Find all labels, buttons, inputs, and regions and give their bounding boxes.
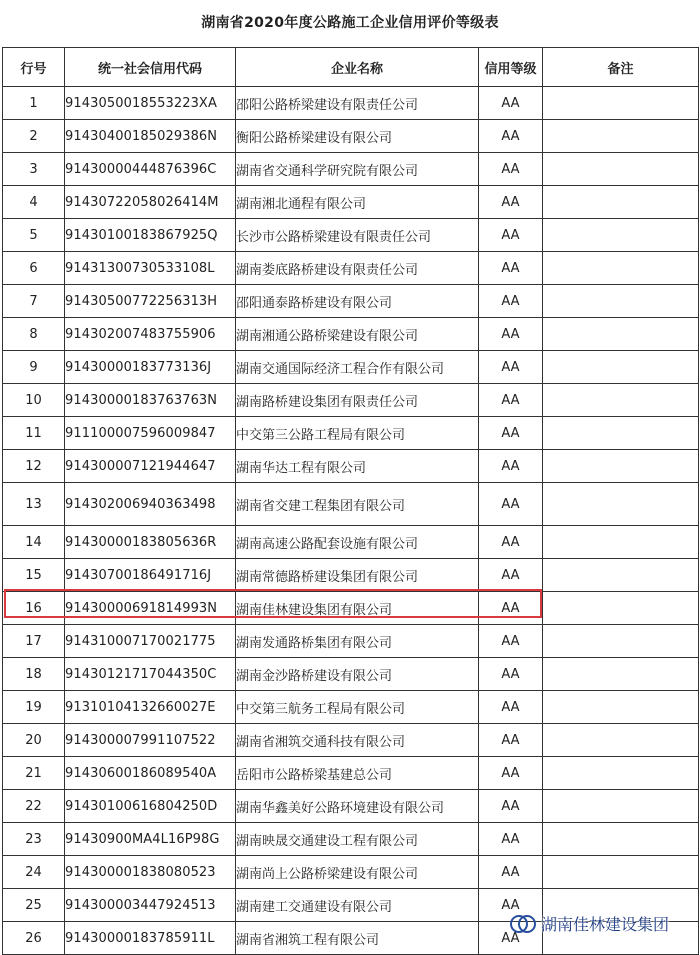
credit-code-cell: 914300003447924513: [65, 889, 236, 922]
page-title: 湖南省2020年度公路施工企业信用评价等级表: [201, 15, 499, 31]
remarks-cell: [543, 450, 699, 483]
row-number-cell: 9: [3, 351, 65, 384]
row-number-cell: 5: [3, 219, 65, 252]
table-row: [3, 417, 699, 450]
credit-code-cell: 91430500772256313H: [65, 285, 236, 318]
table-row: [3, 87, 699, 120]
company-name-cell: 湖南佳林建设集团有限公司: [236, 592, 479, 625]
credit-grade-cell: AA: [479, 285, 543, 318]
remarks-cell: [543, 219, 699, 252]
credit-code-cell: 9143050018553223XA: [65, 87, 236, 120]
row-number-cell: 22: [3, 790, 65, 823]
credit-code-cell: 91430100616804250D: [65, 790, 236, 823]
remarks-cell: [543, 691, 699, 724]
remarks-cell: [543, 153, 699, 186]
table-row: [3, 153, 699, 186]
remarks-cell: [543, 384, 699, 417]
remarks-cell: [543, 790, 699, 823]
credit-code-cell: 914300007121944647: [65, 450, 236, 483]
company-name-cell: 湖南高速公路配套设施有限公司: [236, 526, 479, 559]
remarks-cell: [543, 351, 699, 384]
company-name-cell: 湖南金沙路桥建设有限公司: [236, 658, 479, 691]
credit-grade-cell: AA: [479, 318, 543, 351]
header-credit-code: 统一社会信用代码: [65, 48, 236, 87]
remarks-cell: [543, 757, 699, 790]
company-name-cell: 岳阳市公路桥梁基建总公司: [236, 757, 479, 790]
credit-grade-cell: AA: [479, 856, 543, 889]
credit-code-cell: 914310007170021775: [65, 625, 236, 658]
row-number-cell: 7: [3, 285, 65, 318]
remarks-cell: [543, 526, 699, 559]
table-row: [3, 592, 699, 625]
credit-code-cell: 914302007483755906: [65, 318, 236, 351]
row-number-cell: 19: [3, 691, 65, 724]
credit-code-cell: 91430722058026414M: [65, 186, 236, 219]
row-number-cell: 16: [3, 592, 65, 625]
header-row-number: 行号: [3, 48, 65, 87]
credit-code-cell: 91430900MA4L16P98G: [65, 823, 236, 856]
credit-code-cell: 914300001838080523: [65, 856, 236, 889]
company-name-cell: 湖南华达工程有限公司: [236, 450, 479, 483]
credit-code-cell: 91430000691814993N: [65, 592, 236, 625]
row-number-cell: 14: [3, 526, 65, 559]
company-name-cell: 湖南交通国际经济工程合作有限公司: [236, 351, 479, 384]
remarks-cell: [543, 856, 699, 889]
company-name-cell: 湖南省湘筑交通科技有限公司: [236, 724, 479, 757]
table-row: [3, 285, 699, 318]
header-remarks: 备注: [543, 48, 699, 87]
row-number-cell: 25: [3, 889, 65, 922]
table-row: [3, 691, 699, 724]
company-name-cell: 邵阳公路桥梁建设有限责任公司: [236, 87, 479, 120]
credit-grade-cell: AA: [479, 153, 543, 186]
row-number-cell: 10: [3, 384, 65, 417]
table-row: [3, 450, 699, 483]
credit-code-cell: 91430000444876396C: [65, 153, 236, 186]
table-row: [3, 219, 699, 252]
company-name-cell: 衡阳公路桥梁建设有限公司: [236, 120, 479, 153]
header-credit-grade: 信用等级: [479, 48, 543, 87]
table-row: [3, 252, 699, 285]
remarks-cell: [543, 120, 699, 153]
credit-code-cell: 911100007596009847: [65, 417, 236, 450]
company-name-cell: 湖南常德路桥建设集团有限公司: [236, 559, 479, 592]
row-number-cell: 6: [3, 252, 65, 285]
credit-rating-table: [2, 47, 699, 955]
credit-code-cell: 91430700186491716J: [65, 559, 236, 592]
table-row: [3, 526, 699, 559]
row-number-cell: 3: [3, 153, 65, 186]
row-number-cell: 17: [3, 625, 65, 658]
row-number-cell: 21: [3, 757, 65, 790]
table-row: [3, 351, 699, 384]
watermark: [509, 912, 669, 935]
row-number-cell: 1: [3, 87, 65, 120]
credit-code-cell: 91430000183805636R: [65, 526, 236, 559]
credit-code-cell: 91430600186089540A: [65, 757, 236, 790]
remarks-cell: [543, 483, 699, 526]
credit-grade-cell: AA: [479, 889, 543, 922]
remarks-cell: [543, 252, 699, 285]
table-row: [3, 658, 699, 691]
credit-code-cell: 91430121717044350C: [65, 658, 236, 691]
credit-grade-cell: AA: [479, 658, 543, 691]
table-row: [3, 856, 699, 889]
remarks-cell: [543, 724, 699, 757]
credit-grade-cell: AA: [479, 384, 543, 417]
credit-code-cell: 91430000183773136J: [65, 351, 236, 384]
remarks-cell: [543, 592, 699, 625]
company-name-cell: 邵阳通泰路桥建设有限公司: [236, 285, 479, 318]
row-number-cell: 8: [3, 318, 65, 351]
credit-code-cell: 91430400185029386N: [65, 120, 236, 153]
remarks-cell: [543, 186, 699, 219]
table-row: [3, 483, 699, 526]
row-number-cell: 2: [3, 120, 65, 153]
remarks-cell: [543, 318, 699, 351]
credit-grade-cell: AA: [479, 417, 543, 450]
table-row: [3, 559, 699, 592]
row-number-cell: 26: [3, 922, 65, 955]
company-name-cell: 湖南发通路桥集团有限公司: [236, 625, 479, 658]
remarks-cell: [543, 559, 699, 592]
remarks-cell: [543, 625, 699, 658]
row-number-cell: 4: [3, 186, 65, 219]
credit-code-cell: 914302006940363498: [65, 483, 236, 526]
company-name-cell: 湖南映晟交通建设工程有限公司: [236, 823, 479, 856]
credit-grade-cell: AA: [479, 922, 543, 955]
row-number-cell: 12: [3, 450, 65, 483]
row-number-cell: 18: [3, 658, 65, 691]
wechat-channel-icon: [509, 913, 537, 935]
credit-code-cell: 91430000183785911L: [65, 922, 236, 955]
credit-grade-cell: AA: [479, 120, 543, 153]
company-name-cell: 长沙市公路桥梁建设有限责任公司: [236, 219, 479, 252]
company-name-cell: 湖南省交通科学研究院有限公司: [236, 153, 479, 186]
row-number-cell: 15: [3, 559, 65, 592]
company-name-cell: 湖南省湘筑工程有限公司: [236, 922, 479, 955]
row-number-cell: 13: [3, 483, 65, 526]
credit-grade-cell: AA: [479, 252, 543, 285]
company-name-cell: 湖南湘北通程有限公司: [236, 186, 479, 219]
credit-grade-cell: AA: [479, 691, 543, 724]
credit-grade-cell: AA: [479, 559, 543, 592]
company-name-cell: 湖南省交建工程集团有限公司: [236, 483, 479, 526]
table-row: [3, 318, 699, 351]
credit-grade-cell: AA: [479, 483, 543, 526]
company-name-cell: 湖南湘通公路桥梁建设有限公司: [236, 318, 479, 351]
table-row: [3, 724, 699, 757]
credit-code-cell: 91310104132660027E: [65, 691, 236, 724]
credit-code-cell: 91431300730533108L: [65, 252, 236, 285]
credit-grade-cell: AA: [479, 526, 543, 559]
company-name-cell: 中交第三航务工程局有限公司: [236, 691, 479, 724]
row-number-cell: 24: [3, 856, 65, 889]
credit-grade-cell: AA: [479, 186, 543, 219]
credit-grade-cell: AA: [479, 790, 543, 823]
company-name-cell: 湖南娄底路桥建设有限责任公司: [236, 252, 479, 285]
table-body: [3, 87, 699, 955]
credit-grade-cell: AA: [479, 219, 543, 252]
credit-grade-cell: AA: [479, 625, 543, 658]
company-name-cell: 湖南建工交通建设有限公司: [236, 889, 479, 922]
table-row: [3, 625, 699, 658]
credit-code-cell: 91430000183763763N: [65, 384, 236, 417]
credit-grade-cell: AA: [479, 351, 543, 384]
company-name-cell: 湖南路桥建设集团有限责任公司: [236, 384, 479, 417]
table-row: [3, 120, 699, 153]
remarks-cell: [543, 658, 699, 691]
credit-grade-cell: AA: [479, 592, 543, 625]
company-name-cell: 中交第三公路工程局有限公司: [236, 417, 479, 450]
table-row: [3, 790, 699, 823]
company-name-cell: 湖南尚上公路桥梁建设有限公司: [236, 856, 479, 889]
credit-grade-cell: AA: [479, 724, 543, 757]
credit-code-cell: 914300007991107522: [65, 724, 236, 757]
remarks-cell: [543, 417, 699, 450]
remarks-cell: [543, 87, 699, 120]
company-name-cell: 湖南华鑫美好公路环境建设有限公司: [236, 790, 479, 823]
row-number-cell: 20: [3, 724, 65, 757]
table-row: [3, 384, 699, 417]
credit-code-cell: 91430100183867925Q: [65, 219, 236, 252]
table-row: [3, 186, 699, 219]
header-company-name: 企业名称: [236, 48, 479, 87]
remarks-cell: [543, 823, 699, 856]
watermark-text: 湖南佳林建设集团: [541, 915, 670, 934]
table-row: [3, 823, 699, 856]
credit-grade-cell: AA: [479, 87, 543, 120]
remarks-cell: [543, 285, 699, 318]
table-row: [3, 757, 699, 790]
table-header-row: [3, 48, 699, 87]
credit-grade-cell: AA: [479, 757, 543, 790]
row-number-cell: 11: [3, 417, 65, 450]
credit-grade-cell: AA: [479, 823, 543, 856]
row-number-cell: 23: [3, 823, 65, 856]
credit-grade-cell: AA: [479, 450, 543, 483]
